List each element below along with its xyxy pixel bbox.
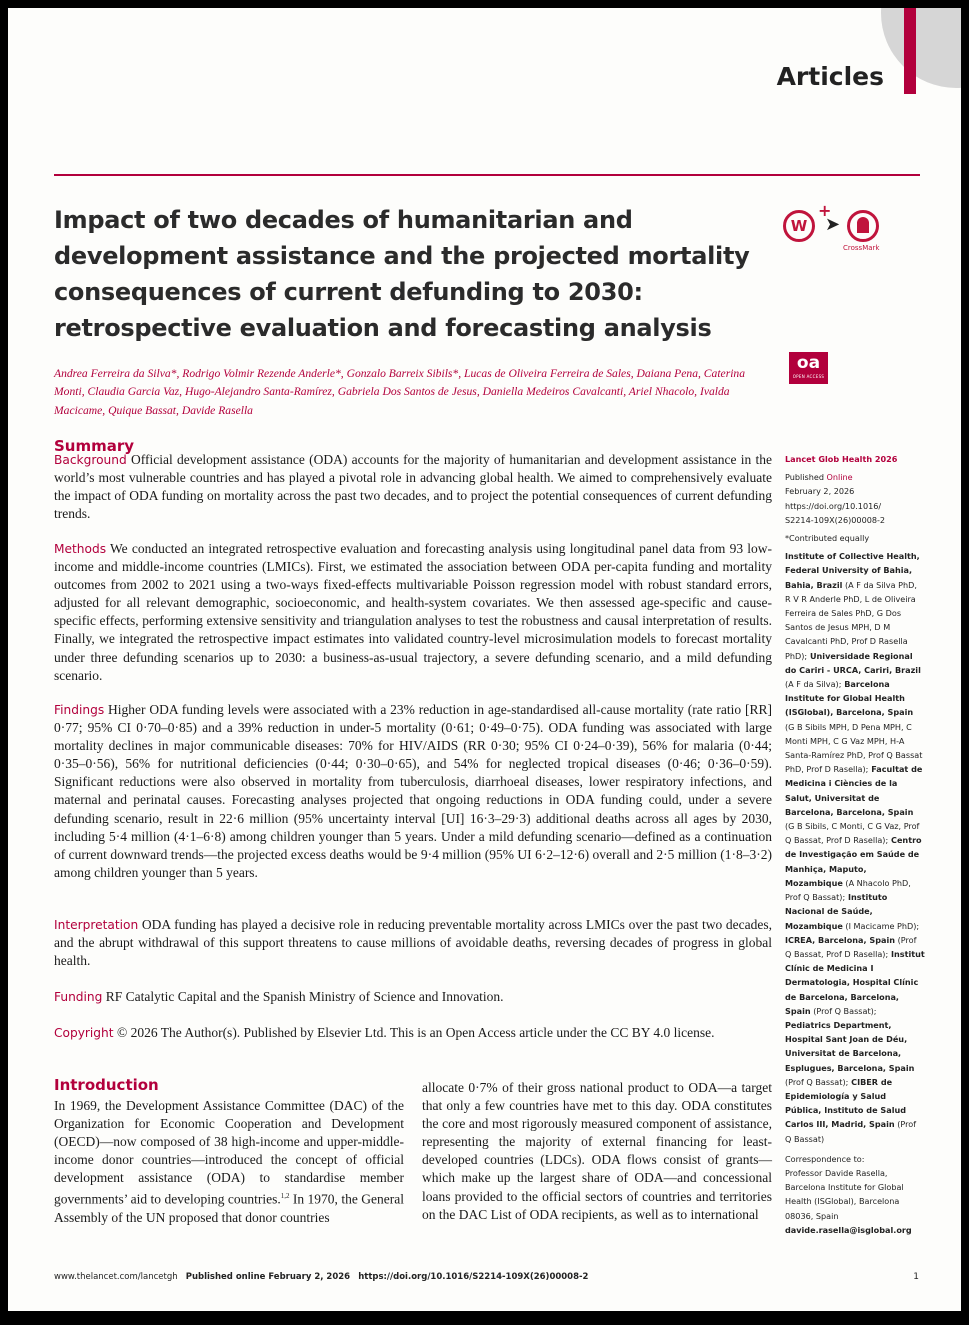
footer-site[interactable]: www.thelancet.com/lancetgh	[54, 1272, 178, 1282]
findings-text: Higher ODA funding levels were associated with a 23% reduction in age-standardised all-cause mortality (rate ratio [RR] 0·77; 95% CI 0·70–0·85) and a 39% reduction in under-5 mortality (0·61; 0·49–0·75). ODA funding was associated with large mortality declines in major communicable diseases: 70% for HIV/AIDS (RR 0·30; 95% CI 0·24–0·39), 56% for malaria (0·44; 0·35–0·56), 56% for nutritional deficiencies (0·44; 0·30–0·65), and 54% for neglected tropical diseases (0·46; 0·36–0·59). Significant reductions were also observed in mortality from tuberculosis, diarrhoeal diseases, lower respiratory infections, and maternal and perinatal causes. Forecasting analyses projected that ongoing reductions in ODA funding could, under a severe defunding scenario, result in 22·6 million (95% uncertainty interval [UI] 16·3–29·3) additional deaths across all ages by 2030, including 5·4 million (4·1–6·8) among children younger than 5 years. Under a mild defunding scenario—defined as a continuation of current downward trends—the projected excess deaths would be 9·4 million (95% UI 6·2–12·6) overall and 2·5 million (1·8–3·2) among children younger than 5 years.	[54, 702, 772, 880]
affil-inst: Instituto Nacional de Saúde, Mozambique	[785, 892, 888, 931]
cursor-icon: ➤	[825, 214, 841, 235]
background-text: Official development assistance (ODA) accounts for the majority of humanitarian and development assistance in the world’s most vulnerable countries and has played a pivotal role in advancing global health. We aimed to comprehensively evaluate the impact of ODA funding on mortality across the past two decades, and to project the potential consequences of current defunding trends.	[54, 452, 772, 522]
article-page	[8, 8, 961, 1311]
affil-people: (Prof Q Bassat);	[785, 1076, 849, 1087]
summary-heading: Summary	[54, 437, 135, 455]
correspondence-email[interactable]: davide.rasella@isglobal.org	[785, 1224, 912, 1235]
crossmark-label: CrossMark	[843, 244, 880, 252]
affil-inst: Barcelona Institute for Global Health (ISGlobal), Barcelona, Spain	[785, 679, 914, 718]
author-list: Andrea Ferreira da Silva*, Rodrigo Volmir Rezende Anderle*, Gonzalo Barreix Sibils*, Lucas de Oliveira Ferreira de Sales, Daiana Pena, Caterina Monti, Claudia Garcia Vaz, Hugo-Alejandro Santa-Ramírez, Gabriela Dos Santos de Jesus, Daniella Medeiros Cavalcanti, Ariel Nhacolo, Ivalda Macicame, Quique Bassat, Davide Rasella	[54, 367, 746, 417]
citation-ref[interactable]: 1,2	[280, 1192, 290, 1201]
open-access-badge	[789, 352, 828, 384]
affil-people: (Prof Q Bassat);	[810, 1005, 877, 1016]
footer-published: Published online February 2, 2026	[185, 1272, 351, 1282]
affil-inst: CIBER de Epidemiología y Salud Pública, Instituto de Salud Carlos III, Madrid, Spain	[785, 1076, 907, 1130]
page-number: 1	[913, 1272, 919, 1282]
affil-inst: Centro de Investigação em Saúde de Manhiça, Maputo, Mozambique	[785, 835, 922, 888]
doi-line-2[interactable]: S2214-109X(26)00008-2	[785, 514, 886, 525]
page-curl-corner	[881, 8, 961, 88]
article-title: Impact of two decades of humanitarian and development assistance and the projected mortality consequences of current defunding to 2030: retrospective evaluation and forecasting analysis	[54, 206, 750, 342]
findings-label: Findings	[54, 703, 105, 717]
intro-column-2: allocate 0·7% of their gross national product to ODA—a target that only a few countries have met to this day. ODA constitutes the core and most rigorously measured component of assistance, representing the majority of external financing for least-developed countries (LDCs). ODA flows consist of grants—which make up the largest share of ODA—and concessional loans provided to the official sectors of countries and territories on the DAC List of ODA recipients, as well as to international	[422, 1080, 772, 1222]
affil-people: (I Macicame PhD);	[842, 920, 920, 931]
affil-people: (G B Sibils MPH, D Pena MPH, C Monti MPH, C G Vaz MPH, H-A Santa-Ramírez PhD, Prof Q Bassat PhD, Prof D Rasella);	[785, 721, 923, 775]
background-label: Background	[54, 453, 127, 467]
intro-text-1b: In 1970, the General Assembly of the UN proposed that donor countries	[54, 1191, 404, 1226]
journal-citation: Lancet Glob Health 2026	[785, 454, 898, 464]
affil-inst: Facultat de Medicina i Ciències de la Salut, Universitat de Barcelona, Barcelona, Spain	[785, 764, 923, 817]
w-icon[interactable]: W	[783, 210, 815, 242]
footer	[54, 1272, 588, 1282]
interpretation-paragraph	[54, 916, 772, 970]
findings-paragraph	[54, 701, 772, 882]
copyright-label: Copyright	[54, 1026, 114, 1040]
copyright-paragraph	[54, 1024, 772, 1042]
oa-small: OPEN ACCESS	[792, 374, 825, 379]
crossmark-icon[interactable]	[847, 210, 879, 242]
plus-icon: +	[818, 201, 832, 220]
published-online: Online	[826, 472, 853, 483]
published-line	[785, 470, 925, 484]
funding-paragraph	[54, 988, 772, 1006]
copyright-text: © 2026 The Author(s). Published by Elsevier Ltd. This is an Open Access article under the CC BY 4.0 license.	[116, 1025, 715, 1040]
footer-doi[interactable]: https://doi.org/10.1016/S2214-109X(26)00008-2	[358, 1272, 589, 1282]
interpretation-text: ODA funding has played a decisive role in reducing preventable mortality across LMICs over the past two decades, and the abrupt withdrawal of this support threatens to cause millions of avoidable deaths, reversing decades of progress in global health.	[54, 917, 772, 969]
background-paragraph	[54, 451, 772, 523]
header-rule	[54, 174, 920, 176]
methods-text: We conducted an integrated retrospective evaluation and forecasting analysis using longitudinal panel data from 93 low-income and middle-income countries (LMICs). First, we estimated the association between ODA per-capita funding and mortality outcomes from 2002 to 2021 using a two-ways fixed-effects multivariable Poisson regression model with robust standard errors, adjusted for all relevant demographic, socioeconomic, and health-system covariates. We then assessed age-specific and cause-specific effects, performing extensive sensitivity and triangulation analyses to test the robustness and causal interpretation of results. Finally, we integrated the retrospective impact estimates into validated country-level microsimulation models to forecast mortality under three defunding scenarios up to 2030: a business-as-usual trajectory, a severe defunding scenario, and a mild defunding scenario.	[54, 541, 773, 683]
methods-label: Methods	[54, 542, 107, 556]
badges	[783, 201, 883, 254]
affil-people: (Prof Q Bassat)	[785, 1119, 917, 1144]
affil-people: (A F da Silva PhD, R V R Anderle PhD, L de Oliveira Ferreira de Sales PhD, G Dos Santos de Jesus MPH, D M Cavalcanti PhD, Prof D Rasella PhD);	[785, 579, 917, 661]
pub-info	[785, 452, 925, 1237]
affil-inst: Universidade Regional do Cariri - URCA, Cariri, Brazil	[785, 650, 921, 675]
affil-people: (Prof Q Bassat, Prof D Rasella);	[785, 934, 917, 959]
affil-inst: ICREA, Barcelona, Spain	[785, 934, 896, 945]
affil-people: (G B Sibils, C Monti, C G Vaz, Prof Q Bassat, Prof D Rasella);	[785, 821, 920, 846]
oa-big: oa	[796, 353, 821, 373]
affil-people: (A Nhacolo PhD, Prof Q Bassat);	[785, 877, 911, 903]
correspondence-address: Professor Davide Rasella, Barcelona Institute for Global Health (ISGlobal), Barcelona 08036, Spain	[785, 1167, 904, 1221]
correspondence-label: Correspondence to:	[785, 1153, 865, 1164]
funding-label: Funding	[54, 990, 103, 1004]
affil-inst: Pediatrics Department, Hospital Sant Joan de Déu, Universitat de Barcelona, Esplugues, Barcelona, Spain	[785, 1019, 915, 1073]
section-marker-bar	[904, 8, 916, 94]
published-prefix: Published	[785, 472, 827, 483]
published-date: February 2, 2026	[785, 486, 855, 497]
intro-column-1	[54, 1097, 404, 1227]
affil-people: (A F da Silva);	[785, 679, 842, 690]
affiliations	[785, 549, 925, 1146]
intro-text-1a: In 1969, the Development Assistance Committee (DAC) of the Organization for Economic Cooperation and Development (OECD)—now composed of 38 high-income and upper-middle-income donor countries—introduced the concept of official development assistance (ODA) to standardise member governments’ aid to developing countries.	[54, 1098, 404, 1207]
affil-inst: Institute of Collective Health, Federal University of Bahia, Bahia, Brazil	[785, 551, 920, 590]
methods-paragraph	[54, 540, 772, 685]
doi-line-1[interactable]: https://doi.org/10.1016/	[785, 500, 882, 511]
introduction-heading: Introduction	[54, 1076, 159, 1094]
affil-inst: Institut Clínic de Medicina I Dermatologia, Hospital Clínic de Barcelona, Barcelona, Spain	[785, 948, 925, 1016]
contributed-note: *Contributed equally	[785, 533, 870, 544]
interpretation-label: Interpretation	[54, 918, 139, 932]
funding-text: RF Catalytic Capital and the Spanish Ministry of Science and Innovation.	[105, 989, 504, 1004]
section-header: Articles	[776, 62, 884, 91]
